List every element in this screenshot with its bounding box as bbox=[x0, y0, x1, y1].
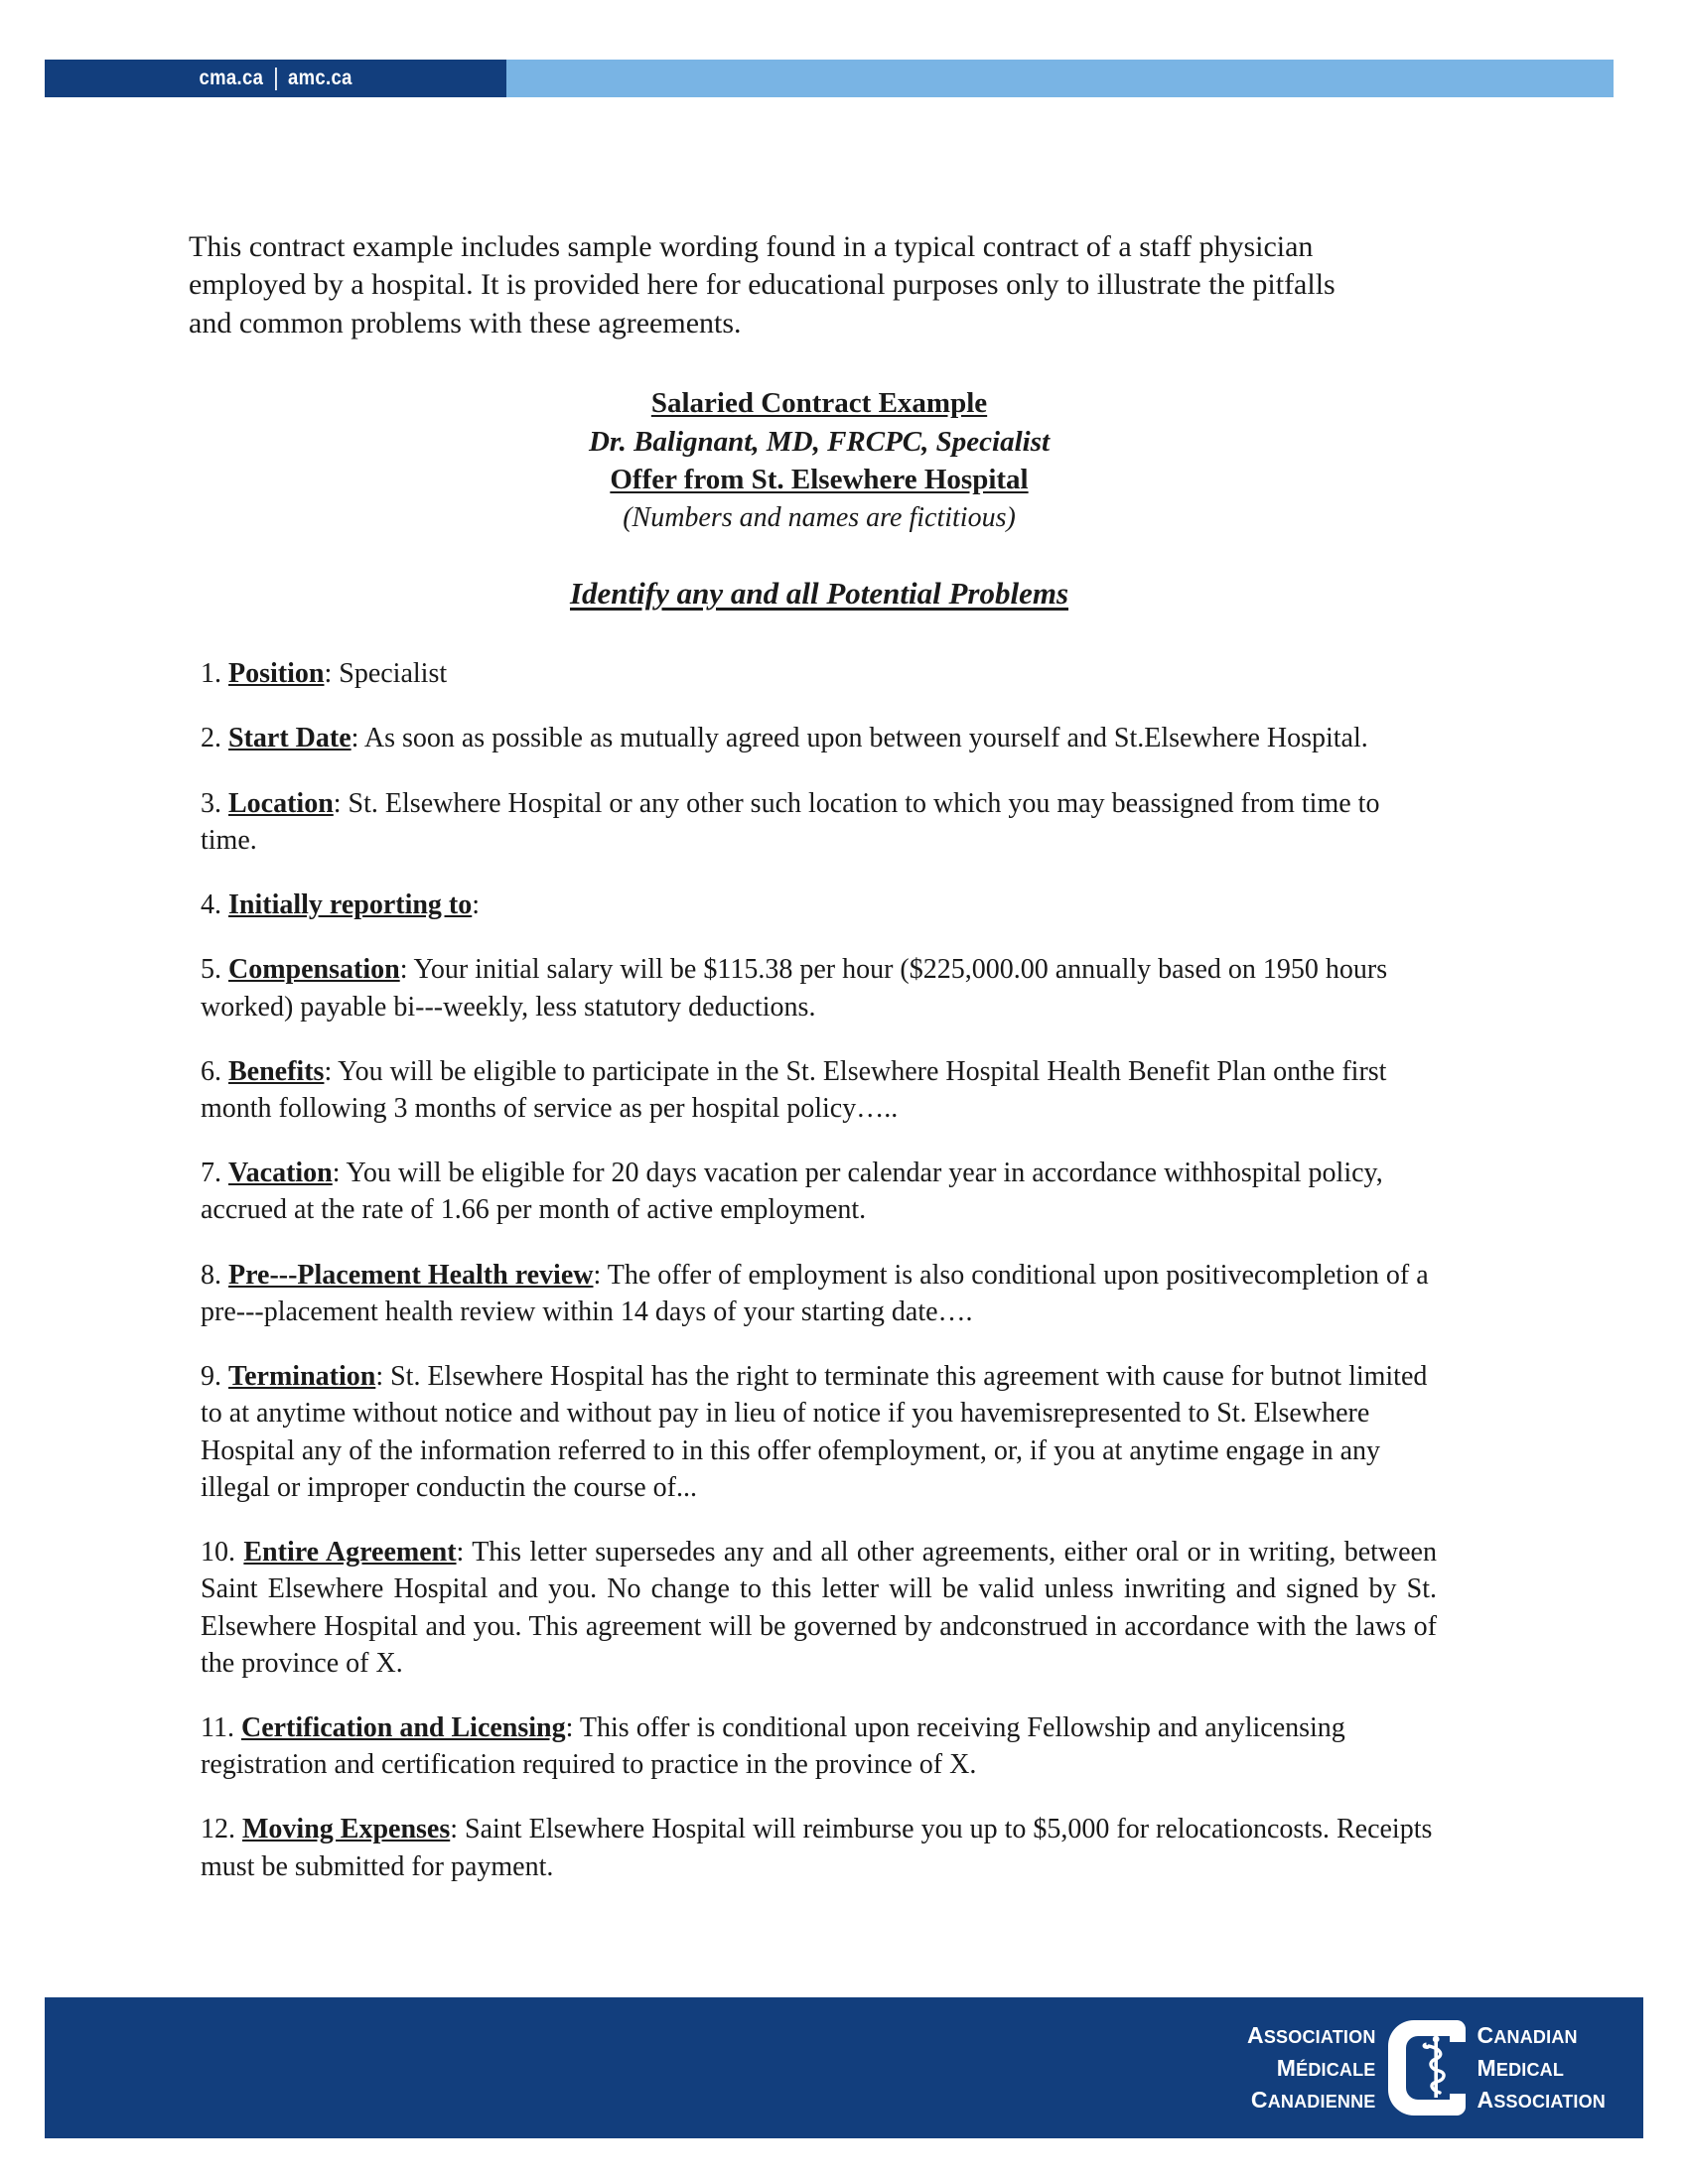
item-number: 4. bbox=[201, 889, 221, 921]
document-title-line-2: Dr. Balignant, MD, FRCPC, Specialist bbox=[588, 425, 1051, 458]
list-item bbox=[189, 1155, 1437, 1228]
document-title-line-3: Offer from St. Elsewhere Hospital bbox=[610, 464, 1029, 496]
logo-fr-line-1: ASSOCIATION bbox=[1247, 2022, 1376, 2049]
item-number: 7. bbox=[201, 1158, 221, 1189]
item-body: : St. Elsewhere Hospital or any other such location to which you may beassigned from time to time. bbox=[201, 787, 1380, 856]
item-body: : You will be eligible to participate in the St. Elsewhere Hospital Health Benefit Plan onthe first month following 3 months of service as per hospital policy….. bbox=[201, 1055, 1387, 1124]
page-header-bar bbox=[45, 60, 1614, 97]
list-item bbox=[189, 720, 1437, 756]
cma-logo-english-text bbox=[1477, 2019, 1606, 2116]
item-label: Initially reporting to bbox=[228, 889, 473, 921]
title-block bbox=[189, 384, 1450, 536]
item-label: Certification and Licensing bbox=[240, 1712, 566, 1744]
item-label: Benefits bbox=[228, 1055, 325, 1087]
item-number: 11. bbox=[201, 1712, 234, 1744]
document-content bbox=[189, 228, 1450, 1913]
document-title-line-1: Salaried Contract Example bbox=[650, 387, 988, 420]
item-body: : You will be eligible for 20 days vacation per calendar year in accordance withhospital policy, accrued at the rate of 1.66 per month of active employment. bbox=[201, 1158, 1383, 1226]
list-item bbox=[189, 655, 1437, 692]
item-body: : Specialist bbox=[324, 658, 448, 690]
item-label: Start Date bbox=[228, 723, 352, 754]
item-number: 2. bbox=[201, 723, 221, 754]
item-label: Position bbox=[228, 658, 325, 690]
item-number: 10. bbox=[201, 1537, 235, 1569]
item-label: Moving Expenses bbox=[242, 1814, 451, 1845]
item-label: Pre---Placement Health review bbox=[228, 1259, 594, 1291]
item-number: 5. bbox=[201, 954, 221, 986]
logo-fr-line-3: CANADIENNE bbox=[1250, 2087, 1376, 2114]
list-item bbox=[189, 951, 1437, 1024]
item-number: 9. bbox=[201, 1361, 221, 1393]
item-label: Termination bbox=[228, 1361, 376, 1393]
item-body: : This letter supersedes any and all other agreements, either oral or in writing, between Saint Elsewhere Hospital and you. No change to this letter will be valid unless inwriting and signed by St. Elsewhere Hospital and you. This agreement will be governed by andconstrued in accordance with the laws of the province of X. bbox=[201, 1537, 1437, 1679]
item-number: 8. bbox=[201, 1259, 221, 1291]
logo-en-line-3: ASSOCIATION bbox=[1477, 2087, 1606, 2114]
cma-logo bbox=[1247, 2018, 1606, 2117]
intro-paragraph: This contract example includes sample wording found in a typical contract of a staff physician employed by a hospital. It is provided here for educational purposes only to illustrate the pitfalls and common problems with these agreements. bbox=[189, 230, 1336, 340]
item-body: : Your initial salary will be $115.38 per hour ($225,000.00 annually based on 1950 hours worked) payable bi---weekly, less statutory deductions. bbox=[201, 954, 1388, 1023]
list-item bbox=[189, 1709, 1437, 1783]
item-body: : The offer of employment is also conditional upon positivecompletion of a pre---placement health review within 14 days of your starting date…. bbox=[201, 1259, 1429, 1327]
cma-logo-french-text bbox=[1247, 2019, 1375, 2116]
section-heading: Identify any and all Potential Problems bbox=[569, 576, 1069, 612]
item-body: : St. Elsewhere Hospital has the right to terminate this agreement with cause for butnot limited to at anytime without notice and without pay in lieu of notice if you havemisrepresented to St. Elsewhere Hospital any of the information referred to in this offer ofemployment, or, if you at anytime engage in any illegal or improper conductin the course of... bbox=[201, 1361, 1428, 1503]
logo-fr-line-2: MÉDICALE bbox=[1276, 2054, 1376, 2081]
header-brand bbox=[199, 67, 352, 90]
list-item bbox=[189, 887, 1437, 923]
item-body: : This offer is conditional upon receiving Fellowship and anylicensing registration and certification required to practice in the province of X. bbox=[201, 1712, 1345, 1781]
logo-en-line-1: CANADIAN bbox=[1477, 2022, 1578, 2049]
item-body: : bbox=[472, 889, 481, 921]
cma-caduceus-c-icon bbox=[1388, 2018, 1466, 2117]
item-label: Entire Agreement bbox=[243, 1537, 457, 1569]
list-item bbox=[189, 1534, 1437, 1682]
list-item bbox=[189, 1053, 1437, 1127]
brand-separator-icon bbox=[275, 68, 277, 90]
page-footer-bar bbox=[45, 1997, 1643, 2138]
logo-en-line-2: MEDICAL bbox=[1477, 2054, 1565, 2081]
header-brand-block bbox=[45, 60, 506, 97]
document-title-note: (Numbers and names are fictitious) bbox=[623, 501, 1016, 533]
item-label: Compensation bbox=[228, 954, 400, 986]
brand-amc-ca[interactable]: amc.ca bbox=[287, 67, 352, 89]
item-number: 12. bbox=[201, 1814, 235, 1845]
brand-cma-ca[interactable]: cma.ca bbox=[199, 67, 264, 89]
item-number: 6. bbox=[201, 1055, 221, 1087]
item-label: Location bbox=[228, 787, 334, 819]
item-label: Vacation bbox=[228, 1158, 333, 1189]
item-number: 3. bbox=[201, 787, 221, 819]
header-accent-block bbox=[506, 60, 1614, 97]
list-item bbox=[189, 785, 1437, 859]
list-item bbox=[189, 1358, 1437, 1506]
item-body: : Saint Elsewhere Hospital will reimburse you up to $5,000 for relocationcosts. Receipts must be submitted for payment. bbox=[201, 1814, 1433, 1882]
item-body: : As soon as possible as mutually agreed upon between yourself and St.Elsewhere Hospital. bbox=[351, 723, 1368, 754]
list-item bbox=[189, 1811, 1437, 1884]
item-number: 1. bbox=[201, 658, 221, 690]
list-item bbox=[189, 1257, 1437, 1330]
